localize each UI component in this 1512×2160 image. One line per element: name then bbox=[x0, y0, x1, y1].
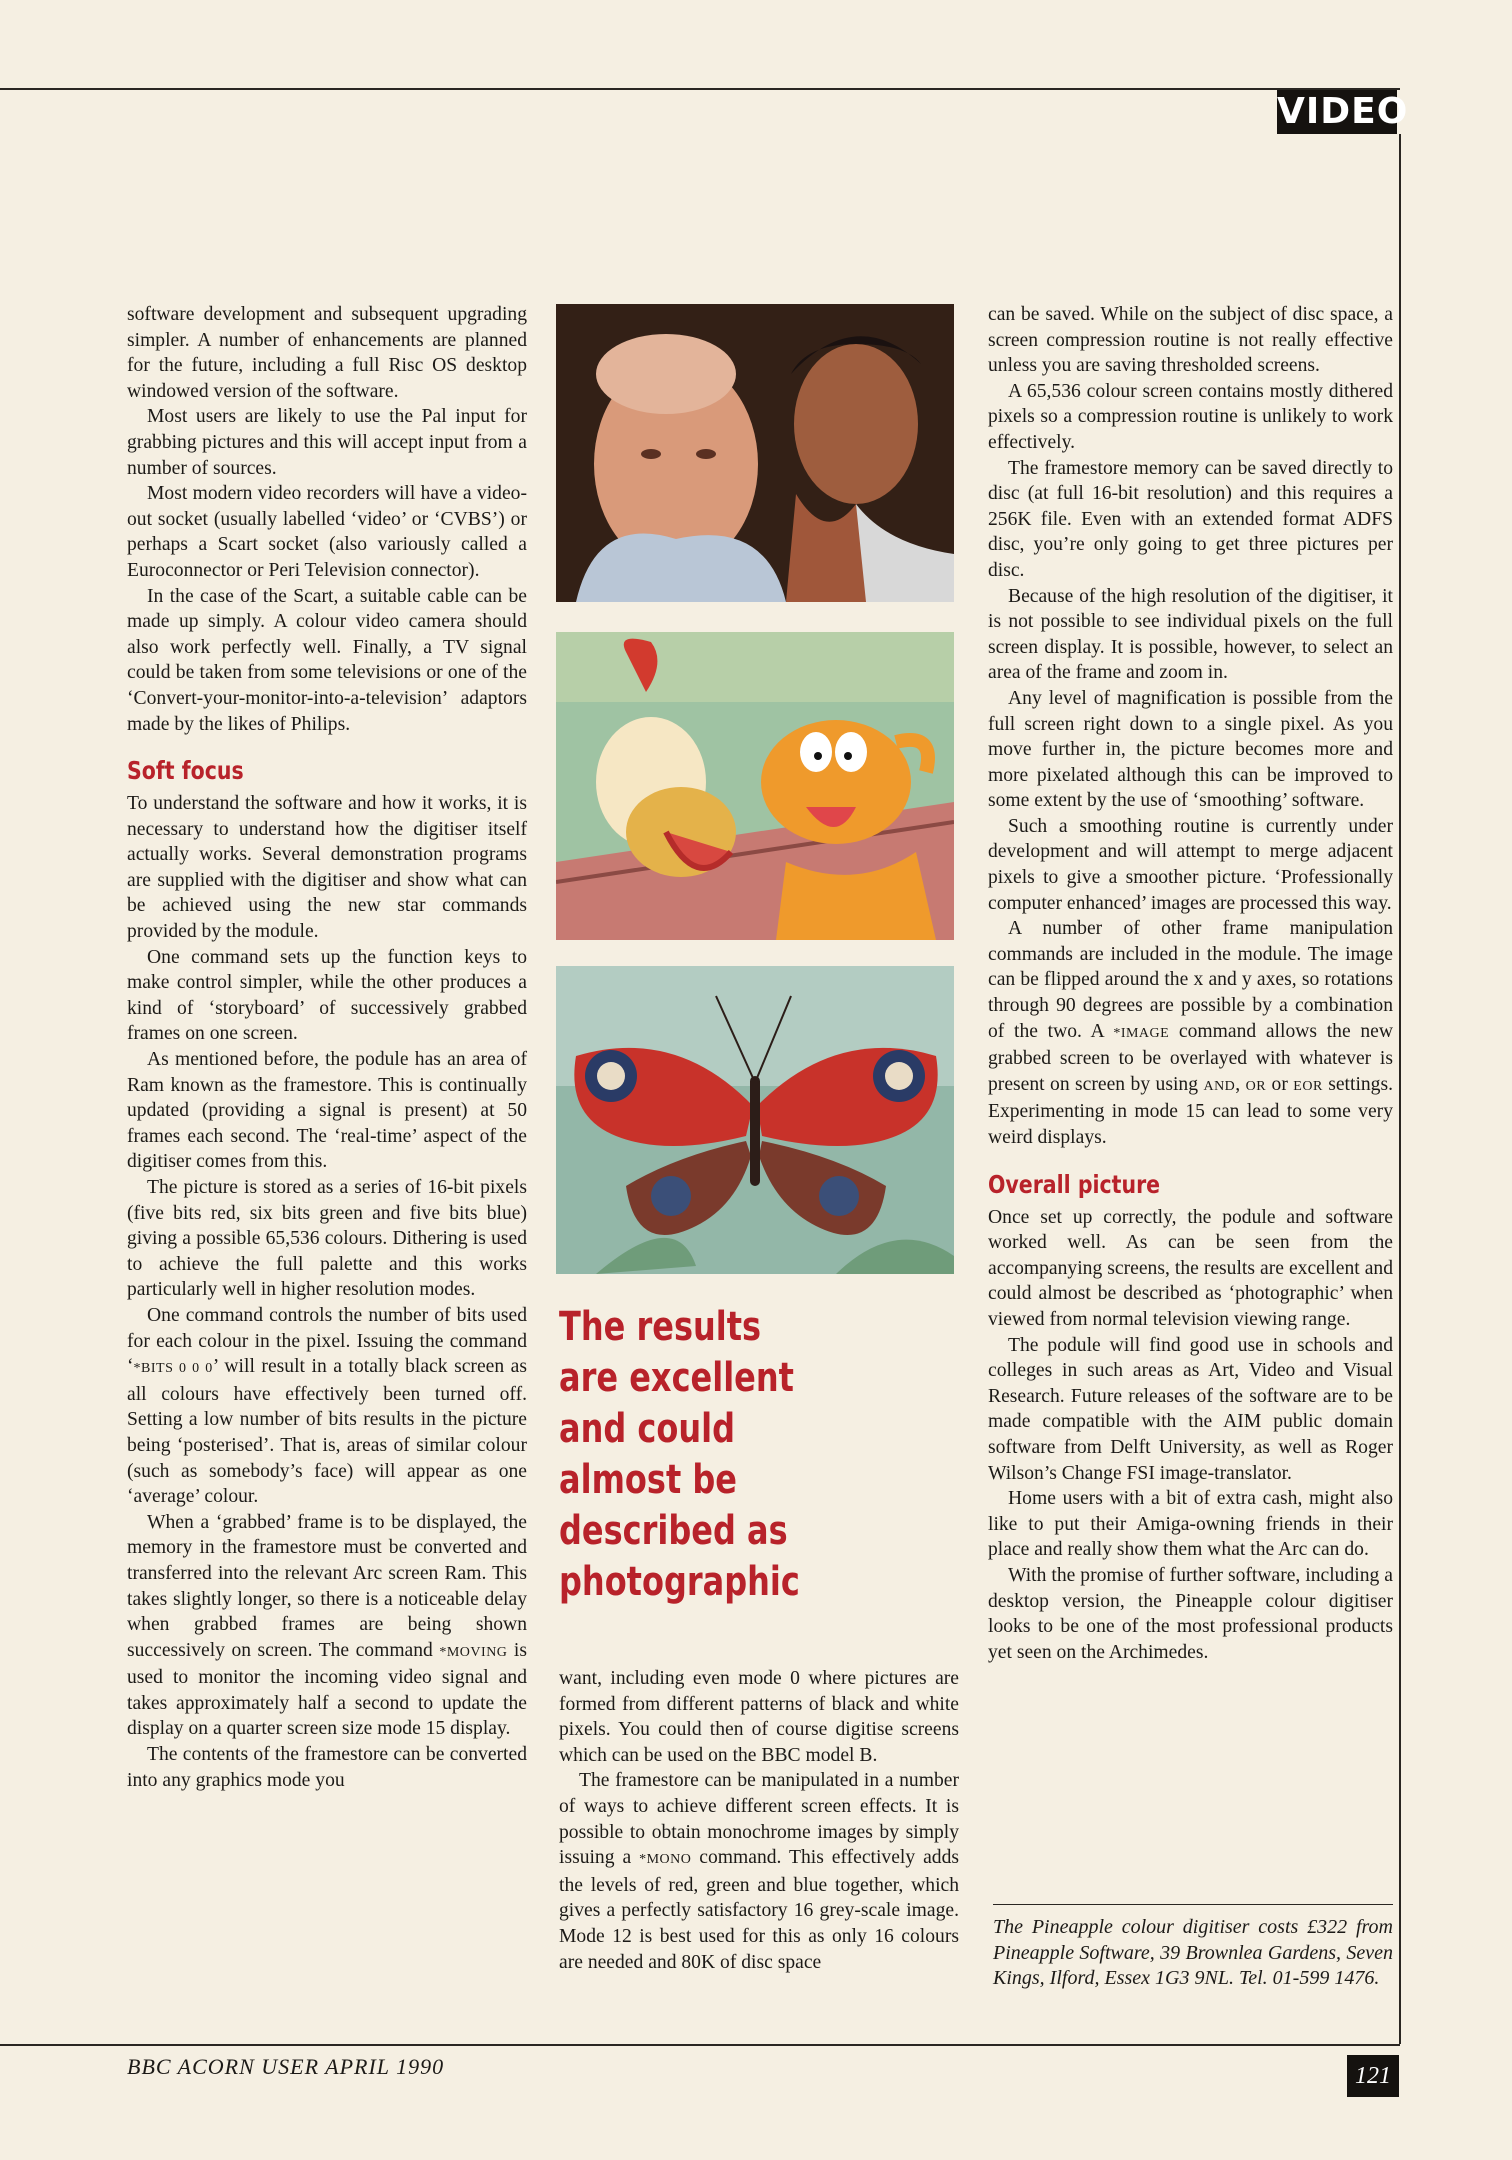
paragraph: Such a smoothing routine is currently under development and will attempt to merge adjacent pixels to give a smoother picture. ‘Professionally computer enhanced’ images are processed this way. bbox=[988, 815, 1393, 914]
paragraph: The picture is stored as a series of 16-bit pixels (five bits red, six bits green and five bits blue) giving a possible 65,536 colours. Dithering is used to achieve the full palette and this works particularly well in higher resolution modes. bbox=[127, 1177, 527, 1301]
paragraph: A 65,536 colour screen contains mostly dithered pixels so a compression routine is unlikely to work effectively. bbox=[988, 380, 1393, 453]
subheading-overall-picture: Overall picture bbox=[988, 1169, 1161, 1199]
command-text: *MOVING bbox=[439, 1644, 508, 1660]
paragraph: To understand the software and how it works, it is necessary to understand how the digitiser itself actually works. Several demonstration programs are supplied with the digitiser and show what can be achieved using the new star commands provided by the module. bbox=[127, 793, 527, 943]
command-text: *IMAGE bbox=[1113, 1025, 1170, 1041]
paragraph: When a ‘grabbed’ frame is to be displayed, the memory in the framestore must be converted and transferred into the relevant Arc screen Ram. This takes slightly longer, so there is a noticeable delay when grabbed frames are being shown successively on screen. The command *MOVING is used to monitor the incoming video signal and takes approximately half a second to update the display on a quarter screen size mode 15 display. bbox=[127, 1511, 527, 1740]
article-column-1 bbox=[127, 302, 527, 1793]
pull-quote: The results are excellent and could almost be described as photographic bbox=[559, 1304, 800, 1605]
paragraph: Because of the high resolution of the digitiser, it is not possible to see individual pixels on the full screen display. It is possible, however, to select an area of the frame and zoom in. bbox=[988, 585, 1393, 684]
paragraph: Most modern video recorders will have a video-out socket (usually labelled ‘video’ or ‘CVBS’) or perhaps a Scart socket (also variously called a Euroconnector or Peri Television connector). bbox=[127, 483, 527, 581]
paragraph: can be saved. While on the subject of disc space, a screen compression routine is not really effective unless you are saving thresholded screens. bbox=[988, 304, 1393, 377]
paragraph: The framestore can be manipulated in a number of ways to achieve different screen effects. It is possible to obtain monochrome images by simply issuing a *MONO command. This effectively adds the levels of red, green and blue together, which gives a perfectly satisfactory 16 grey-scale image. Mode 12 is best used for this as only 16 colours are needed and 80K of disc space bbox=[559, 1770, 960, 1973]
photo-peacock-butterfly bbox=[556, 966, 954, 1274]
command-text: *MONO bbox=[639, 1852, 692, 1868]
paragraph: One command controls the number of bits used for each colour in the pixel. Issuing the command ‘*BITS 0 0 0’ will result in a totally black screen as all colours have effectively been turned off. Setting a low number of bits results in the picture being ‘posterised’. That is, areas of similar colour (such as somebody’s face) will appear as one ‘average’ colour. bbox=[127, 1304, 527, 1508]
paragraph: The framestore memory can be saved directly to disc (at full 16-bit resolution) and this requires a 256K file. Even with an extended format ADFS disc, you’re only going to get three pictures per disc. bbox=[988, 457, 1393, 581]
footer-magazine-title: BBC ACORN USER APRIL 1990 bbox=[127, 2054, 445, 2079]
paragraph: Most users are likely to use the Pal input for grabbing pictures and this will accept input from a number of sources. bbox=[127, 406, 527, 479]
paragraph: As mentioned before, the podule has an area of Ram known as the framestore. This is continually updated (providing a signal is present) at 50 frames each second. The ‘real-time’ aspect of the digitiser comes from this. bbox=[127, 1049, 527, 1173]
paragraph: Once set up correctly, the podule and software worked well. As can be seen from the accompanying screens, the results are excellent and could almost be described as ‘photographic’ when viewed from normal television viewing range. bbox=[988, 1206, 1393, 1330]
top-rule bbox=[0, 88, 1400, 90]
paragraph: Home users with a bit of extra cash, might also like to put their Amiga-owning friends in their place and really show them what the Arc can do. bbox=[988, 1488, 1393, 1561]
paragraph: Any level of magnification is possible from the full screen right down to a single pixel. As you move further in, the picture becomes more and more pixelated although this can be improved to some extent by the use of ‘smoothing’ software. bbox=[988, 687, 1393, 812]
paragraph: One command sets up the function keys to make control simpler, while the other produces a kind of ‘storyboard’ of successively grabbed frames on one screen. bbox=[127, 946, 527, 1045]
photo-cartoon-characters bbox=[556, 632, 954, 940]
subheading-soft-focus: Soft focus bbox=[127, 756, 244, 786]
page-number: 121 bbox=[1347, 2055, 1399, 2097]
paragraph: A number of other frame manipulation commands are included in the module. The image can be flipped around the x and y axes, so rotations through 90 degrees are possible by a combination of the two. A *IMAGE command allows the new grabbed screen to be overlayed with whatever is present on screen by using AND, OR or EOR settings. Experimenting in mode 15 can lead to some very weird displays. bbox=[988, 918, 1394, 1148]
paragraph: software development and subsequent upgrading simpler. A number of enhancements are planned for the future, including a full Risc OS desktop windowed version of the software. bbox=[127, 304, 527, 402]
article-column-3 bbox=[988, 302, 1393, 1665]
paragraph: The contents of the framestore can be converted into any graphics mode you bbox=[127, 1744, 527, 1791]
command-text: *BITS 0 0 0 bbox=[133, 1361, 213, 1377]
credit-divider bbox=[993, 1904, 1393, 1905]
paragraph: The podule will find good use in schools and colleges in such areas as Art, Video and Visual Research. Future releases of the software are to be made compatible with the AIM public domain software from Delft University, as well as Roger Wilson’s Change FSI image-translator. bbox=[988, 1334, 1393, 1484]
bottom-rule bbox=[0, 2044, 1400, 2046]
right-rule bbox=[1399, 134, 1401, 2044]
photo-two-men bbox=[556, 304, 954, 602]
paragraph: With the promise of further software, including a desktop version, the Pineapple colour digitiser looks to be one of the most professional products yet seen on the Archimedes. bbox=[988, 1564, 1393, 1663]
paragraph: want, including even mode 0 where pictures are formed from different patterns of black and white pixels. You could then of course digitise screens which can be used on the BBC model B. bbox=[559, 1668, 959, 1766]
article-column-2 bbox=[559, 1666, 959, 1975]
section-tab: VIDEO bbox=[1277, 91, 1409, 132]
price-credit: The Pineapple colour digitiser costs £322 from Pineapple Software, 39 Brownlea Gardens, Seven Kings, Ilford, Essex 1G3 9NL. Tel. 01-599 1476. bbox=[993, 1916, 1393, 1989]
paragraph: In the case of the Scart, a suitable cable can be made up simply. A colour video camera should also work perfectly well. Finally, a TV signal could be taken from some televisions or one of the ‘Convert-your-monitor-into-a-television’ adaptors made by the likes of Philips. bbox=[127, 585, 527, 735]
